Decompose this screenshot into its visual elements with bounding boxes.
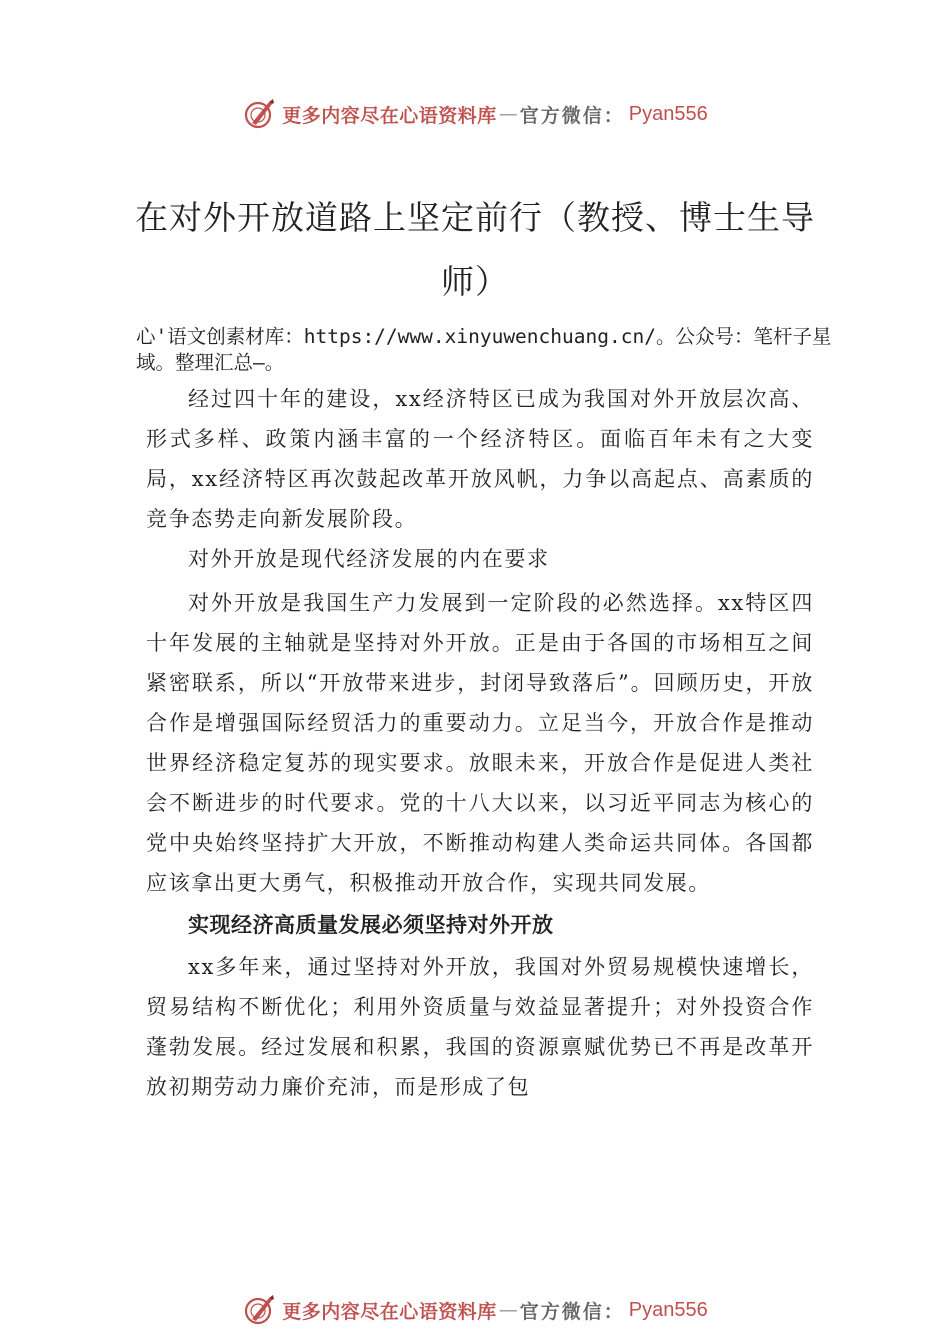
document-title: 在对外开放道路上坚定前行（教授、博士生导师） xyxy=(135,198,815,301)
footer-banner xyxy=(0,1290,950,1330)
paragraph-2: 对外开放是我国生产力发展到一定阶段的必然选择。xx特区四十年发展的主轴就是坚持对外开放。正是由于各国的市场相互之间紧密联系，所以“开放带来进步，封闭导致落后”。回顾历史，开放合作是增强国际经贸活力的重要动力。立足当今，开放合作是推动世界经济稳定复苏的现实要求。放眼未来，开放合作是促进人类社会不断进步的时代要求。党的十八大以来，以习近平同志为核心的党中央始终坚持扩大开放，不断推动构建人类命运共同体。各国都应该拿出更大勇气，积极推动开放合作，实现共同发展。 xyxy=(146,591,814,895)
paragraph-intro: 经过四十年的建设，xx经济特区已成为我国对外开放层次高、形式多样、政策内涵丰富的一个经济特区。面临百年未有之大变局，xx经济特区再次鼓起改革开放风帆，力争以高起点、高素质的竞争态势走向新发展阶段。 xyxy=(146,387,814,531)
subheading-2: 实现经济高质量发展必须坚持对外开放 xyxy=(188,913,554,937)
quill-seal-icon xyxy=(242,97,276,131)
subheading-1: 对外开放是现代经济发展的内在要求 xyxy=(188,547,550,571)
banner-text: 更多内容尽在心语资料库 xyxy=(282,1300,497,1323)
banner-dash: — xyxy=(498,1299,518,1321)
banner-wechat-id: Pyan556 xyxy=(628,1298,708,1321)
banner-text: 更多内容尽在心语资料库 xyxy=(282,104,497,127)
header-banner xyxy=(0,94,950,134)
source-line: 心'语文创素材库：https://www.xinyuwenchuang.cn/。公众号：笔杆子星域。整理汇总—。 xyxy=(136,325,832,374)
banner-wechat-id: Pyan556 xyxy=(628,102,708,125)
paragraph-3: xx多年来，通过坚持对外开放，我国对外贸易规模快速增长，贸易结构不断优化；利用外资质量与效益显著提升；对外投资合作蓬勃发展。经过发展和积累，我国的资源禀赋优势已不再是改革开放初期劳动力廉价充沛，而是形成了包 xyxy=(146,955,814,1099)
banner-official-label: 官方微信： xyxy=(519,1300,625,1323)
banner-official-label: 官方微信： xyxy=(519,104,625,127)
quill-seal-icon xyxy=(242,1293,276,1327)
document-body xyxy=(146,379,814,1107)
banner-dash: — xyxy=(498,103,518,125)
